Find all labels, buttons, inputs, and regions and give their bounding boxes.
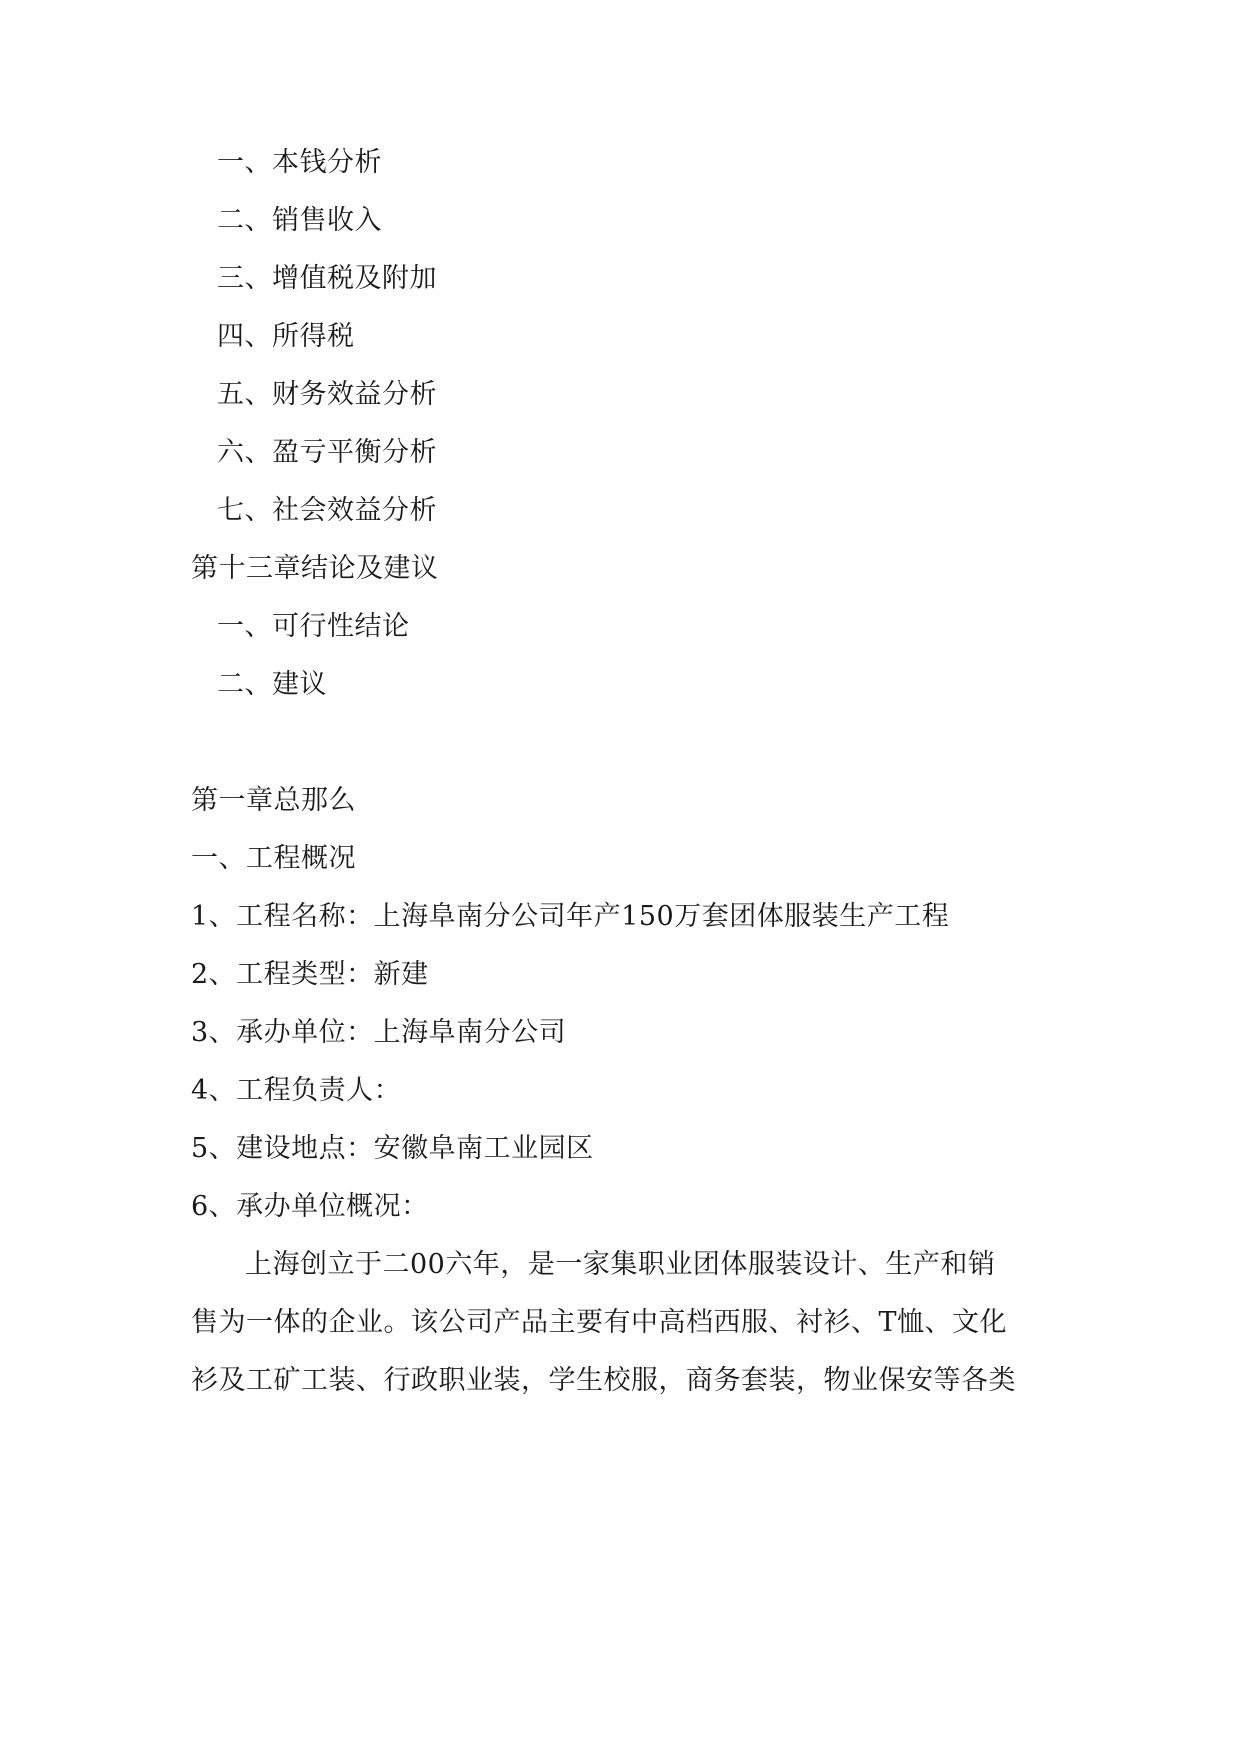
toc-item-feasibility-conclusion: 一、可行性结论 [217,611,410,642]
toc-item-cost-analysis: 一、本钱分析 [217,147,382,178]
toc-item-income-tax: 四、所得税 [217,321,355,352]
toc-item-break-even: 六、盈亏平衡分析 [217,437,437,468]
fact-undertaking-unit: 3、承办单位：上海阜南分公司 [191,1017,567,1048]
toc-item-sales-revenue: 二、销售收入 [217,205,382,236]
toc-item-vat: 三、增值税及附加 [217,263,437,294]
chapter1-heading: 第一章总那么 [191,785,356,816]
fact-project-leader: 4、工程负责人： [191,1075,402,1106]
toc-item-social-benefit: 七、社会效益分析 [217,495,437,526]
fact-unit-overview: 6、承办单位概况： [191,1191,429,1222]
paragraph-line-2: 售为一体的企业。该公司产品主要有中高档西服、衬衫、T恤、文化 [191,1307,1008,1338]
fact-construction-site: 5、建设地点：安徽阜南工业园区 [191,1133,594,1164]
paragraph-line-3: 衫及工矿工装、行政职业装，学生校服，商务套装，物业保安等各类 [191,1365,1016,1396]
toc-chapter13-heading: 第十三章结论及建议 [191,553,439,584]
toc-item-suggestions: 二、建议 [217,669,327,700]
toc-item-financial-benefit: 五、财务效益分析 [217,379,437,410]
fact-project-name: 1、工程名称：上海阜南分公司年产150万套团体服装生产工程 [191,901,950,932]
section-project-overview-heading: 一、工程概况 [191,843,356,874]
fact-project-type: 2、工程类型：新建 [191,959,429,990]
paragraph-line-1: 上海创立于二00六年，是一家集职业团体服装设计、生产和销 [245,1249,996,1280]
